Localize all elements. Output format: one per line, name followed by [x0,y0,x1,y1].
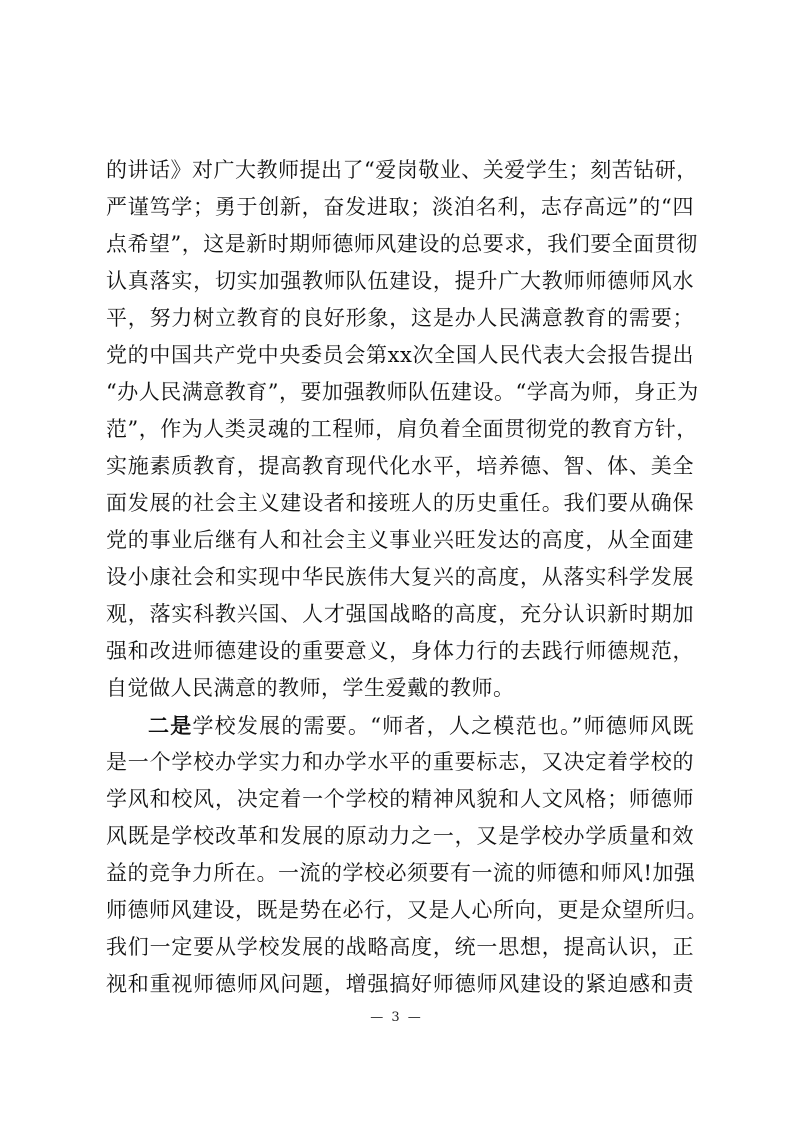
text-line: 点希望”，这是新时期师德师风建设的总要求，我们要全面贯彻 [106,232,698,256]
paragraph-first-line: 学校发展的需要。“师者，人之模范也。”师德师风既 [192,714,694,738]
paragraph-2 [106,707,708,1003]
text-line: 益的竞争力所在。一流的学校必须要有一流的师德和师风!加强 [106,861,696,885]
text-line [106,707,694,744]
text-line: 认真落实，切实加强教师队伍建设，提升广大教师师德师风水 [106,269,694,293]
text-line: 的讲话》对广大教师提出了“爱岗敬业、关爱学生；刻苦钻研， [106,158,698,182]
text-line: 观，落实科教兴国、人才强国战略的高度，充分认识新时期加 [106,602,694,626]
text-line: 我们一定要从学校发展的战略高度，统一思想，提高认识，正 [106,935,694,959]
text-line: 师德师风建设，既是势在必行，又是人心所向，更是众望所归。 [106,898,708,922]
text-line: 面发展的社会主义建设者和接班人的历史重任。我们要从确保 [106,491,694,515]
paragraph-1 [106,152,699,707]
paragraph-lead: 二是 [148,713,193,738]
text-line: 自觉做人民满意的教师，学生爱戴的教师。 [106,676,515,700]
text-line: “办人民满意教育”，要加强教师队伍建设。“学高为师，身正为 [106,380,699,404]
text-line: 严谨笃学；勇于创新，奋发进取；淡泊名利，志存高远”的“四 [106,195,694,219]
text-line: 视和重视师德师风问题，增强搞好师德师风建设的紧迫感和责 [106,972,694,996]
text-line: 实施素质教育，提高教育现代化水平，培养德、智、体、美全 [106,454,694,478]
text-line: 党的事业后继有人和社会主义事业兴旺发达的高度，从全面建 [106,528,694,552]
text-line: 党的中国共产党中央委员会第xx次全国人民代表大会报告提出 [106,343,694,367]
text-line: 平，努力树立教育的良好形象，这是办人民满意教育的需要； [106,306,694,330]
text-line: 强和改进师德建设的重要意义，身体力行的去践行师德规范， [106,639,694,663]
text-line: 范”，作为人类灵魂的工程师，肩负着全面贯彻党的教育方针， [106,417,698,441]
text-line: 设小康社会和实现中华民族伟大复兴的高度，从落实科学发展 [106,565,694,589]
body-text [106,152,708,1003]
text-line: 学风和校风，决定着一个学校的精神风貌和人文风格；师德师 [106,787,694,811]
text-line: 风既是学校改革和发展的原动力之一，又是学校办学质量和效 [106,824,694,848]
page-number: — 3 — [370,1010,423,1025]
text-line: 是一个学校办学实力和办学水平的重要标志，又决定着学校的 [106,750,694,774]
